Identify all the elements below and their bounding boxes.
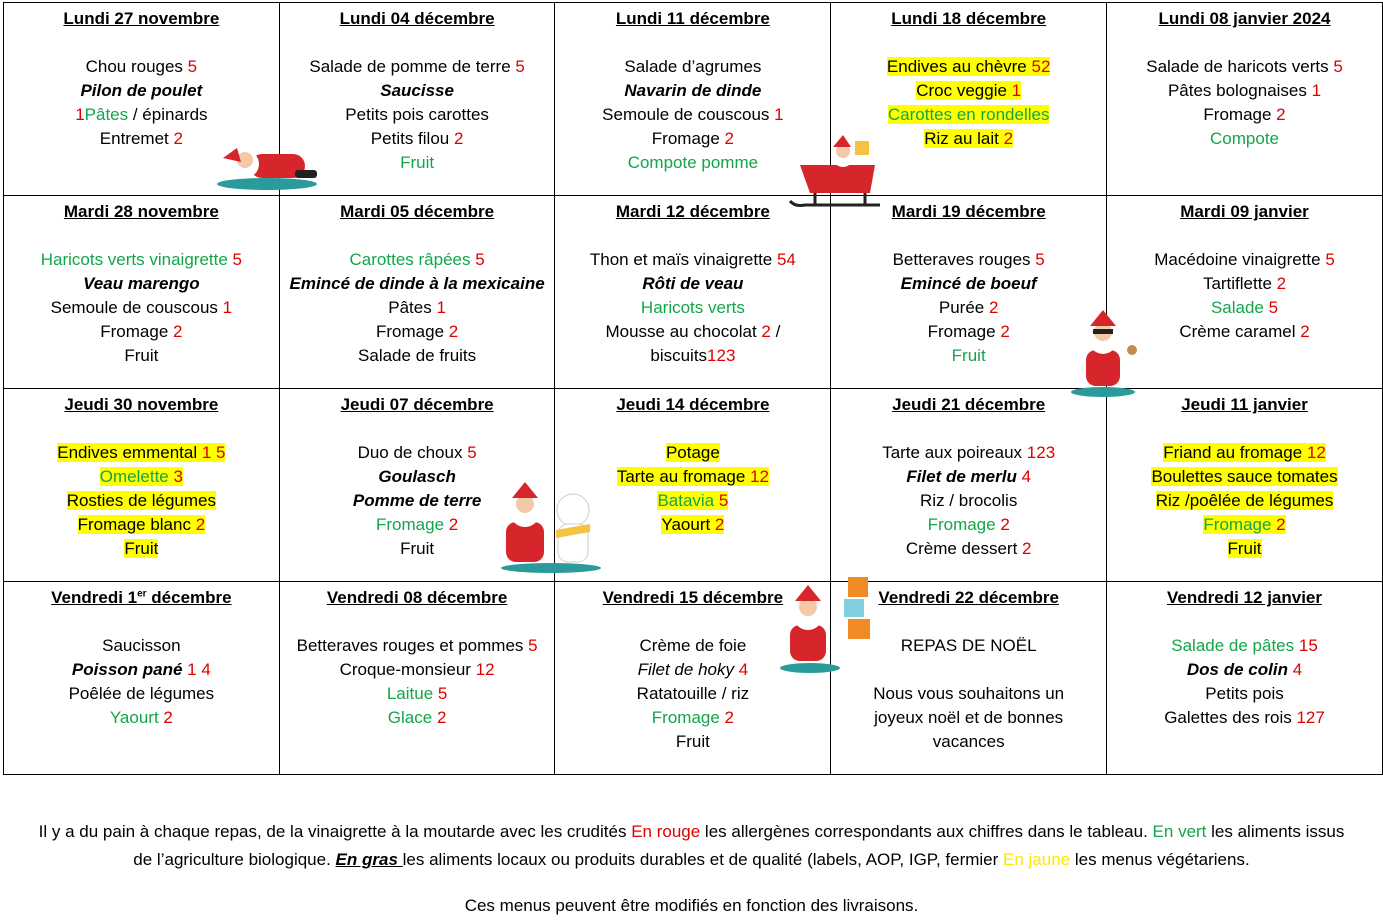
menu-item: Semoule de couscous 1: [50, 298, 233, 317]
menu-item: Semoule de couscous 1: [602, 105, 784, 124]
menu-item: Salade 5: [1210, 298, 1279, 317]
menu-item: Pâtes 1: [388, 298, 446, 317]
day-heading: Lundi 18 décembre: [891, 9, 1047, 28]
menu-item: Fromage 2: [376, 515, 459, 534]
menu-item: Omelette 3: [99, 467, 183, 486]
menu-item: Friand au fromage 12: [1163, 443, 1326, 462]
menu-item: Filet de hoky 4: [637, 660, 749, 679]
menu-item: Fruit: [124, 539, 159, 558]
menu-item: Rôti de veau: [642, 274, 744, 293]
disclaimer-note: Ces menus peuvent être modifiés en fonction des livraisons.: [464, 896, 919, 915]
menu-item: Croc veggie 1: [916, 81, 1022, 100]
santa-sunglasses-icon: [1066, 310, 1141, 398]
day-heading: Mardi 19 décembre: [891, 202, 1046, 221]
menu-item: Fromage 2: [927, 515, 1010, 534]
menu-item: Rosties de légumes: [66, 491, 217, 510]
menu-item: Endives emmental 1 5: [57, 443, 226, 462]
santa-lying-icon: [215, 140, 320, 192]
cell-vendredi-12-janvier: [1107, 582, 1383, 775]
day-heading: Vendredi 22 décembre: [878, 588, 1059, 607]
menu-item: Riz /poêlée de légumes: [1155, 491, 1334, 510]
menu-item: biscuits123: [650, 346, 736, 365]
day-heading: Lundi 11 décembre: [615, 9, 770, 28]
menu-item: Petits filou 2: [370, 129, 464, 148]
day-heading: Jeudi 11 janvier: [1181, 395, 1308, 414]
menu-item: Macédoine vinaigrette 5: [1154, 250, 1335, 269]
menu-table: [3, 2, 1383, 775]
cell-mardi-28-novembre: [4, 196, 280, 389]
menu-item: Riz / brocolis: [920, 491, 1018, 510]
menu-item: Haricots verts vinaigrette 5: [40, 250, 242, 269]
menu-item: Goulasch: [378, 467, 456, 486]
menu-item: Carottes en rondelles: [887, 105, 1050, 124]
menu-item: Compote: [1210, 129, 1280, 148]
day-heading: Vendredi 15 décembre: [602, 588, 784, 607]
day-heading: Lundi 04 décembre: [339, 9, 495, 28]
menu-item: Croque-monsieur 12: [339, 660, 495, 679]
menu-item: Pomme de terre: [352, 491, 482, 510]
menu-item: Fruit: [124, 346, 159, 365]
santa-gifts-icon: [770, 575, 875, 675]
day-heading: Jeudi 14 décembre: [616, 395, 770, 414]
menu-item: Tartiflette 2: [1202, 274, 1287, 293]
menu-item: Yaourt 2: [661, 515, 725, 534]
menu-item: Poêlée de légumes: [68, 684, 215, 703]
day-heading: Lundi 27 novembre: [63, 9, 220, 28]
menu-item: Entremet 2: [99, 129, 183, 148]
menu-item: Poisson pané 1 4: [71, 660, 211, 679]
menu-item: Potage: [665, 443, 720, 462]
menu-item: Compote pomme: [627, 153, 759, 172]
day-heading: Jeudi 07 décembre: [340, 395, 494, 414]
cell-mardi-05-decembre: [279, 196, 555, 389]
menu-item: 1Pâtes / épinards: [75, 105, 208, 124]
legend-text: Il y a du pain à chaque repas, de la vinaigrette à la moutarde avec les crudités En rouge les allergènes correspondants aux chiffres dans le tableau. En vert les aliments issus de l’agriculture biologique. En gras les aliments locaux ou produits durables et de qualité (labels, AOP, IGP, fermier En jaune les menus végétariens.: [38, 822, 1345, 869]
menu-item: Thon et maïs vinaigrette 54: [589, 250, 796, 269]
day-heading: Mardi 28 novembre: [63, 202, 219, 221]
menu-item: Dos de colin 4: [1186, 660, 1303, 679]
menu-item: Petits pois: [1205, 684, 1284, 703]
menu-item: Fromage 2: [1203, 515, 1286, 534]
menu-item: Carottes râpées 5: [349, 250, 485, 269]
menu-item: Salade de fruits: [358, 346, 477, 365]
menu-item: Veau marengo: [83, 274, 200, 293]
menu-item: Yaourt 2: [109, 708, 173, 727]
cell-vendredi-1-decembre: [4, 582, 280, 775]
menu-item: Betteraves rouges et pommes 5: [296, 636, 538, 655]
menu-item: Purée 2: [938, 298, 999, 317]
cell-vendredi-08-decembre: [279, 582, 555, 775]
menu-item: Emincé de dinde à la mexicaine: [289, 274, 545, 293]
menu-item: REPAS DE NOËL: [900, 636, 1037, 655]
menu-item: Riz au lait 2: [924, 129, 1014, 148]
menu-item: Duo de choux 5: [357, 443, 477, 462]
menu-item: Salade de haricots verts 5: [1146, 57, 1343, 76]
cell-lundi-08-janvier: [1107, 3, 1383, 196]
day-heading: Vendredi 08 décembre: [326, 588, 508, 607]
menu-item: Fromage 2: [651, 708, 734, 727]
menu-item: Tarte aux poireaux 123: [882, 443, 1056, 462]
day-heading: Lundi 08 janvier 2024: [1158, 9, 1331, 28]
menu-item: Ratatouille / riz: [636, 684, 750, 703]
greeting-line: joyeux noël et de bonnes: [874, 708, 1064, 727]
menu-item: Fromage 2: [1203, 105, 1286, 124]
menu-item: Fromage 2: [100, 322, 183, 341]
cell-jeudi-30-novembre: [4, 389, 280, 582]
menu-item: Filet de merlu 4: [906, 467, 1032, 486]
menu-item: Fromage 2: [376, 322, 459, 341]
menu-item: Emincé de boeuf: [900, 274, 1037, 293]
greeting-line: vacances: [932, 732, 1005, 751]
menu-item: Boulettes sauce tomates: [1151, 467, 1338, 486]
greeting-line: Nous vous souhaitons un: [873, 684, 1065, 703]
menu-item: Crème de foie: [639, 636, 747, 655]
menu-item: Fruit: [951, 346, 986, 365]
menu-item: Batavia 5: [657, 491, 729, 510]
menu-item: Glace 2: [387, 708, 447, 727]
menu-item: Navarin de dinde: [624, 81, 762, 100]
menu-item: Salade de pomme de terre 5: [309, 57, 525, 76]
menu-item: Fruit: [400, 539, 435, 558]
menu-item: Salade de pâtes 15: [1171, 636, 1318, 655]
menu-item: Saucisson: [102, 636, 181, 655]
cell-mardi-12-decembre: [555, 196, 831, 389]
day-heading: Vendredi 1er décembre: [51, 588, 232, 607]
menu-item: Crème dessert 2: [905, 539, 1032, 558]
menu-item: Fromage blanc 2: [77, 515, 206, 534]
menu-item: Laitue 5: [386, 684, 448, 703]
menu-item: Fromage 2: [651, 129, 734, 148]
menu-item: Fruit: [1227, 539, 1262, 558]
menu-item: Petits pois carottes: [345, 105, 489, 124]
day-heading: Jeudi 30 novembre: [64, 395, 219, 414]
menu-item: Fruit: [675, 732, 710, 751]
menu-item: Galettes des rois 127: [1164, 708, 1325, 727]
menu-item: Fruit: [400, 153, 435, 172]
santa-bear-icon: [498, 480, 604, 575]
menu-item: Haricots verts: [640, 298, 745, 317]
day-heading: Jeudi 21 décembre: [892, 395, 1046, 414]
santa-sleigh-icon: [785, 135, 885, 210]
cell-jeudi-11-janvier: [1107, 389, 1383, 582]
menu-item: Salade d’agrumes: [624, 57, 762, 76]
cell-mardi-09-janvier: [1107, 196, 1383, 389]
menu-item: Mousse au chocolat 2 /: [605, 322, 781, 341]
menu-item: Crème caramel 2: [1179, 322, 1310, 341]
menu-item: Saucisse: [380, 81, 454, 100]
cell-jeudi-21-decembre: [831, 389, 1107, 582]
menu-item: Endives au chèvre 52: [886, 57, 1051, 76]
day-heading: Mardi 12 décembre: [615, 202, 770, 221]
day-heading: Vendredi 12 janvier: [1167, 588, 1322, 607]
menu-item: Pâtes bolognaises 1: [1167, 81, 1322, 100]
menu-item: Fromage 2: [927, 322, 1010, 341]
menu-item: Betteraves rouges 5: [892, 250, 1045, 269]
menu-item: Tarte au fromage 12: [616, 467, 769, 486]
menu-item: Pilon de poulet: [80, 81, 203, 100]
day-heading: Mardi 09 janvier: [1180, 202, 1309, 221]
cell-lundi-04-decembre: [279, 3, 555, 196]
menu-item: Chou rouges 5: [85, 57, 198, 76]
day-heading: Mardi 05 décembre: [340, 202, 495, 221]
